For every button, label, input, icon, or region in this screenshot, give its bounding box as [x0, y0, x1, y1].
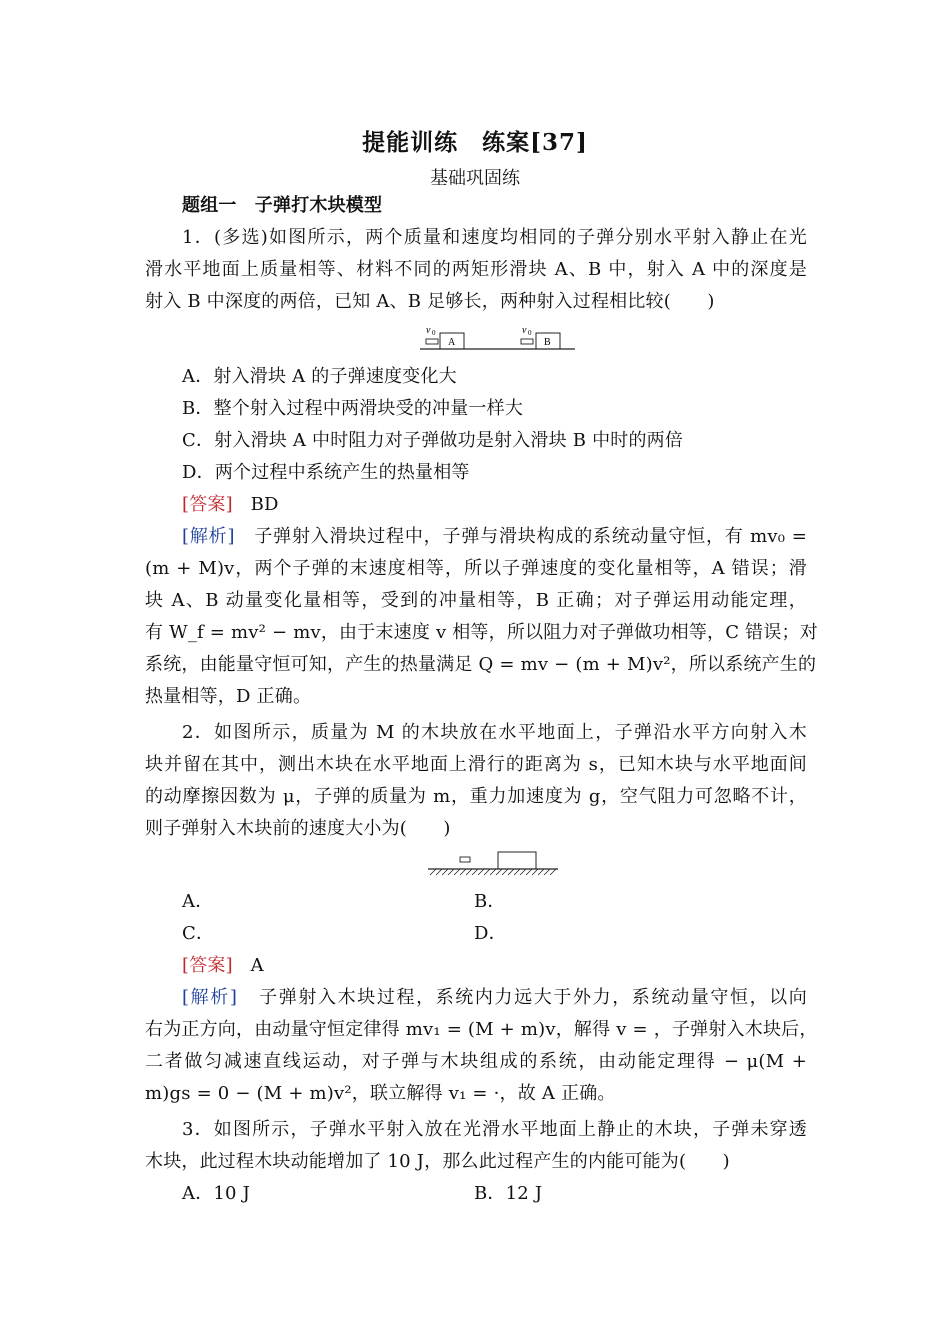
q1-block-a-label: A: [448, 337, 456, 348]
q1-analysis-line-4: 有 W_f = mv² − mv，由于末速度 v 相等，所以阻力对子弹做功相等，C 错误；对: [145, 622, 818, 643]
q1-stem-line-3: 射入 B 中深度的两倍，已知 A、B 足够长，两种射入过程相比较( ): [145, 291, 715, 312]
q1-analysis-tag: [解析]: [182, 526, 235, 547]
q2-bullet: [460, 857, 470, 862]
q1-stem-line-2: 滑水平地面上质量相等、材料不同的两矩形滑块 A、B 中，射入 A 中的深度是: [145, 259, 807, 280]
q2-answer-tag: [答案]: [182, 955, 233, 976]
q1-option-b: B．整个射入过程中两滑块受的冲量一样大: [182, 398, 524, 419]
q1-analysis-line-2: (m + M)v，两个子弹的末速度相等，所以子弹速度的变化量相等，A 错误；滑: [145, 558, 807, 579]
q2-option-b: B．: [474, 891, 506, 912]
q1-bullet-b: [521, 339, 533, 344]
q2-analysis-line-3: 二者做匀减速直线运动，对子弹与木块组成的系统，由动能定理得 − μ(M +: [145, 1051, 807, 1072]
q1-option-a: A．射入滑块 A 的子弹速度变化大: [182, 366, 457, 387]
section-heading: 题组一 子弹打木块模型: [182, 195, 383, 216]
q2-stem-line-2: 块并留在其中，测出木块在水平地面上滑行的距离为 s，已知木块与水平地面间: [145, 754, 807, 775]
q1-analysis-line-6: 热量相等，D 正确。: [145, 686, 312, 707]
q2-analysis-line-4: m)gs = 0 − (M + m)v²，联立解得 v₁ = ·，故 A 正确。: [145, 1083, 616, 1104]
q1-option-c: C．射入滑块 A 中时阻力对子弹做功是射入滑块 B 中时的两倍: [182, 430, 684, 451]
q1-bullet-a: [426, 339, 438, 344]
q1-analysis-line-3: 块 A、B 动量变化量相等，受到的冲量相等，B 正确；对子弹运用动能定理，: [145, 590, 807, 611]
q1-analysis-line-1: [182, 521, 807, 553]
q1-stem-line-1: 1．(多选)如图所示，两个质量和速度均相同的子弹分别水平射入静止在光: [182, 227, 807, 248]
q1-fig-v-sub-b: 0: [528, 329, 532, 337]
q2-stem-line-3: 的动摩擦因数为 μ，子弹的质量为 m，重力加速度为 g，空气阻力可忽略不计，: [145, 786, 807, 807]
q1-fig-v-label-b: v: [522, 325, 527, 336]
q1-fig-v-label-a: v: [426, 325, 431, 336]
q1-figure: [420, 322, 580, 354]
q1-analysis-line-5: 系统，由能量守恒可知，产生的热量满足 Q = mv − (m + M)v²，所以系统产生的: [145, 654, 817, 675]
page-title: 提能训练 练案[37]: [362, 129, 588, 156]
q2-answer-line: [182, 950, 807, 982]
q2-option-d: D．: [474, 923, 507, 944]
page-subtitle: 基础巩固练: [430, 168, 520, 189]
q2-block: [498, 852, 536, 869]
q1-fig-v-sub-a: 0: [432, 329, 436, 337]
q2-analysis-tag: [解析]: [182, 987, 238, 1008]
q1-analysis-text-1: 子弹射入滑块过程中，子弹与滑块构成的系统动量守恒，有 mv₀ =: [254, 526, 807, 547]
q2-analysis-line-1: [182, 982, 807, 1014]
q2-analysis-text-1: 子弹射入木块过程，系统内力远大于外力，系统动量守恒，以向: [259, 987, 808, 1008]
q1-answer-line: [182, 489, 807, 521]
q2-option-c: C．: [182, 923, 215, 944]
q1-block-b-label: B: [544, 337, 551, 348]
q3-option-b: B．12 J: [474, 1183, 543, 1204]
q3-stem-line-2: 木块，此过程木块动能增加了 10 J，那么此过程产生的内能可能为( ): [145, 1151, 730, 1172]
q2-option-a: A．: [182, 891, 214, 912]
q3-option-a: A．10 J: [182, 1183, 251, 1204]
q2-stem-line-1: 2．如图所示，质量为 M 的木块放在水平地面上，子弹沿水平方向射入木: [182, 722, 807, 743]
q1-answer: BD: [250, 494, 279, 515]
q2-answer: A: [250, 955, 264, 976]
q2-stem-line-4: 则子弹射入木块前的速度大小为( ): [145, 818, 451, 839]
q3-stem-line-1: 3．如图所示，子弹水平射入放在光滑水平地面上静止的木块，子弹未穿透: [182, 1119, 807, 1140]
q1-option-d: D．两个过程中系统产生的热量相等: [182, 462, 470, 483]
q2-analysis-line-2: 右为正方向，由动量守恒定律得 mv₁ = (M + m)v，解得 v = ，子弹射入木块后，: [145, 1019, 818, 1040]
q2-figure: [428, 850, 560, 878]
q1-answer-tag: [答案]: [182, 494, 233, 515]
